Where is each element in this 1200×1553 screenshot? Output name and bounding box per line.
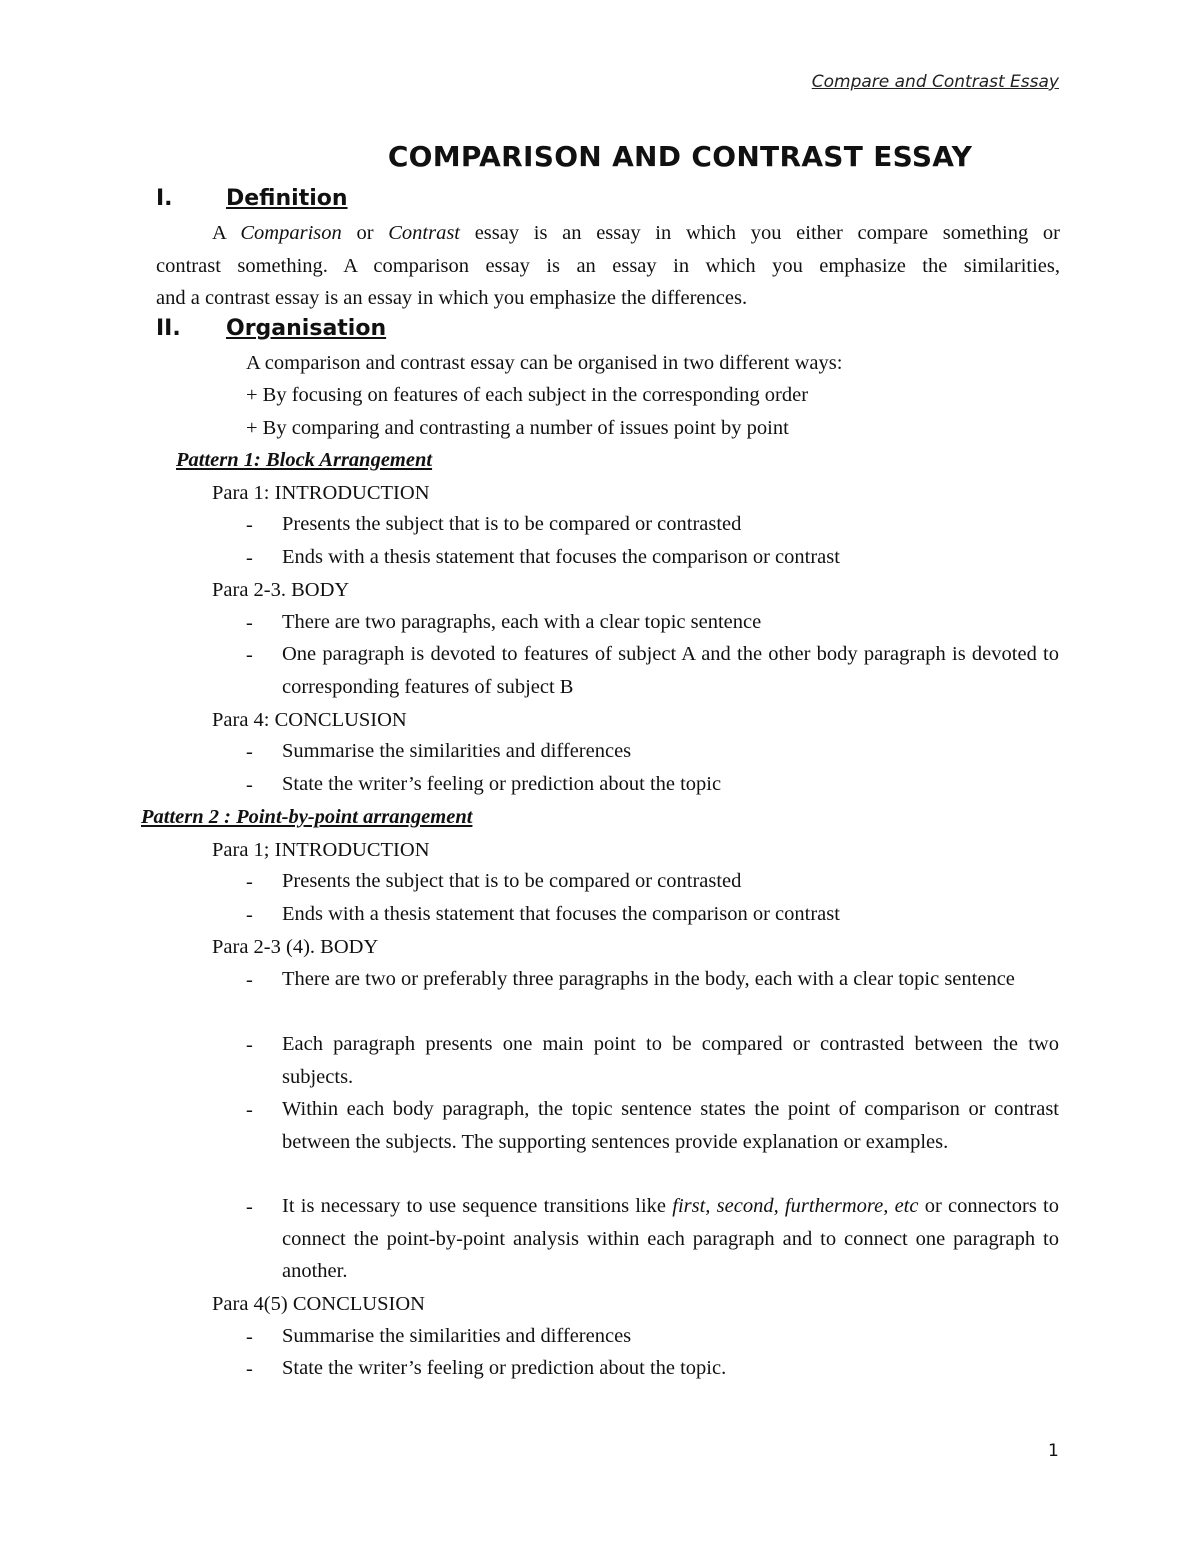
definition-line-3: and a contrast essay is an essay in which you emphasize the differences. bbox=[156, 287, 748, 309]
section-title: Organisation bbox=[226, 316, 387, 341]
organisation-intro: A comparison and contrast essay can be organised in two different ways: bbox=[246, 352, 843, 374]
pattern-2-para-1: Para 1; INTRODUCTION bbox=[212, 839, 430, 861]
pattern-1-para-4: Para 4: CONCLUSION bbox=[212, 709, 407, 731]
pattern-2-para-2: Para 2-3 (4). BODY bbox=[212, 936, 379, 958]
section-title: Definition bbox=[226, 186, 348, 211]
organisation-way-2: + By comparing and contrasting a number of issues point by point bbox=[246, 417, 789, 439]
pattern-2-para-4: Para 4(5) CONCLUSION bbox=[212, 1293, 425, 1315]
pattern-1-para-2: Para 2-3. BODY bbox=[212, 579, 350, 601]
running-header: Compare and Contrast Essay bbox=[811, 72, 1059, 92]
definition-line-2: contrast something. A comparison essay is an essay in which you emphasize the similarities, bbox=[156, 255, 1060, 277]
pattern-1-title: Pattern 1: Block Arrangement bbox=[176, 449, 433, 471]
section-number: I. bbox=[156, 186, 173, 211]
pattern-1-para-1: Para 1: INTRODUCTION bbox=[212, 482, 430, 504]
section-number: II. bbox=[156, 316, 181, 341]
document-title: COMPARISON AND CONTRAST ESSAY bbox=[387, 140, 973, 173]
pattern-2-title: Pattern 2 : Point-by-point arrangement bbox=[141, 806, 473, 828]
organisation-way-1: + By focusing on features of each subject in the corresponding order bbox=[246, 384, 809, 406]
page-number: 1 bbox=[1048, 1441, 1059, 1461]
definition-line-1: A Comparison or Contrast essay is an essay in which you either compare something or bbox=[212, 222, 1060, 244]
